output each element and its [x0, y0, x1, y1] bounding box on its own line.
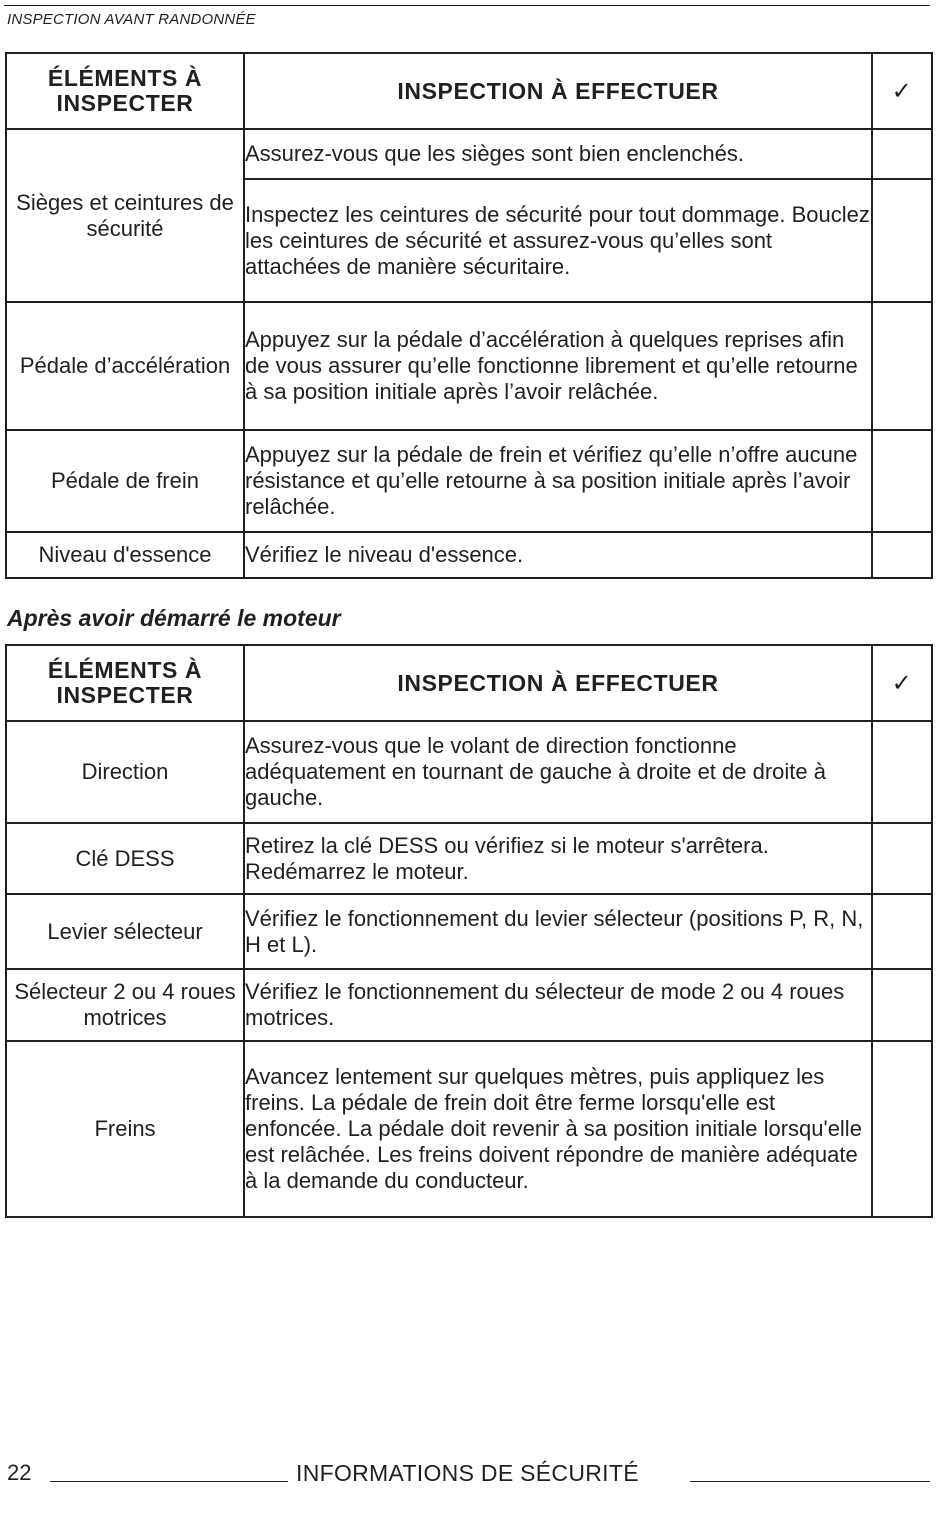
- table-row: [6, 532, 932, 578]
- column-header-inspection: INSPECTION À EFFECTUER: [244, 645, 872, 721]
- inspection-cell: Vérifiez le fonctionnement du sélecteur de mode 2 ou 4 roues motrices.: [244, 969, 872, 1041]
- check-box-cell[interactable]: [872, 1041, 932, 1217]
- footer-section-title: INFORMATIONS DE SÉCURITÉ: [296, 1460, 639, 1486]
- running-header: INSPECTION AVANT RANDONNÉE: [7, 11, 256, 28]
- check-box-cell[interactable]: [872, 430, 932, 532]
- section-heading: Après avoir démarré le moteur: [7, 605, 341, 631]
- check-box-cell[interactable]: [872, 129, 932, 179]
- item-cell: Pédale d’accélération: [6, 302, 244, 430]
- item-cell: Direction: [6, 721, 244, 823]
- item-cell: Sièges et ceintures de sécurité: [6, 129, 244, 302]
- check-box-cell[interactable]: [872, 532, 932, 578]
- table-row: [6, 969, 932, 1041]
- item-cell: Freins: [6, 1041, 244, 1217]
- footer-rule-right: [690, 1481, 930, 1482]
- inspection-cell: Inspectez les ceintures de sécurité pour tout dommage. Bouclez les ceintures de sécurité et assurez-vous qu’elles sont attachées de manière sécuritaire.: [244, 179, 872, 302]
- table-header-row: [6, 645, 932, 721]
- check-box-cell[interactable]: [872, 969, 932, 1041]
- check-box-cell[interactable]: [872, 179, 932, 302]
- item-cell: Pédale de frein: [6, 430, 244, 532]
- inspection-cell: Vérifiez le fonctionnement du levier sélecteur (positions P, R, N, H et L).: [244, 894, 872, 969]
- table-row: [6, 823, 932, 894]
- check-box-cell[interactable]: [872, 894, 932, 969]
- inspection-cell: Appuyez sur la pédale d’accélération à quelques reprises afin de vous assurer qu’elle fonctionne librement et qu’elle retourne à sa position initiale après l’avoir relâchée.: [244, 302, 872, 430]
- table-row: [6, 129, 932, 179]
- column-header-items: ÉLÉMENTS À INSPECTER: [6, 53, 244, 129]
- table-row: [6, 430, 932, 532]
- inspection-cell: Appuyez sur la pédale de frein et vérifiez qu’elle n’offre aucune résistance et qu’elle retourne à sa position initiale après l’avoir relâchée.: [244, 430, 872, 532]
- inspection-cell: Assurez-vous que les sièges sont bien enclenchés.: [244, 129, 872, 179]
- footer-rule-left: [50, 1481, 288, 1482]
- check-box-cell[interactable]: [872, 302, 932, 430]
- table-row: [6, 894, 932, 969]
- inspection-table-before-start: [5, 52, 933, 579]
- column-header-check: [872, 645, 932, 721]
- item-cell: Niveau d'essence: [6, 532, 244, 578]
- item-cell: Clé DESS: [6, 823, 244, 894]
- table-row: [6, 721, 932, 823]
- checkmark-icon: ✓: [891, 669, 913, 697]
- column-header-check: [872, 53, 932, 129]
- inspection-cell: Assurez-vous que le volant de direction fonctionne adéquatement en tournant de gauche à droite et de droite à gauche.: [244, 721, 872, 823]
- column-header-items: ÉLÉMENTS À INSPECTER: [6, 645, 244, 721]
- table-row: [6, 1041, 932, 1217]
- table-header-row: [6, 53, 932, 129]
- checkmark-icon: ✓: [891, 77, 913, 105]
- check-box-cell[interactable]: [872, 823, 932, 894]
- item-cell: Sélecteur 2 ou 4 roues motrices: [6, 969, 244, 1041]
- item-cell: Levier sélecteur: [6, 894, 244, 969]
- inspection-table-after-start: [5, 644, 933, 1218]
- table-row: [6, 302, 932, 430]
- inspection-cell: Vérifiez le niveau d'essence.: [244, 532, 872, 578]
- header-rule: [4, 5, 930, 6]
- inspection-cell: Avancez lentement sur quelques mètres, puis appliquez les freins. La pédale de frein doit être ferme lorsqu'elle est enfoncée. La pédale doit revenir à sa position initiale lorsqu'elle est relâchée. Les freins doivent répondre de manière adéquate à la demande du conducteur.: [244, 1041, 872, 1217]
- check-box-cell[interactable]: [872, 721, 932, 823]
- page-number: 22: [7, 1460, 32, 1485]
- column-header-inspection: INSPECTION À EFFECTUER: [244, 53, 872, 129]
- inspection-cell: Retirez la clé DESS ou vérifiez si le moteur s'arrêtera. Redémarrez le moteur.: [244, 823, 872, 894]
